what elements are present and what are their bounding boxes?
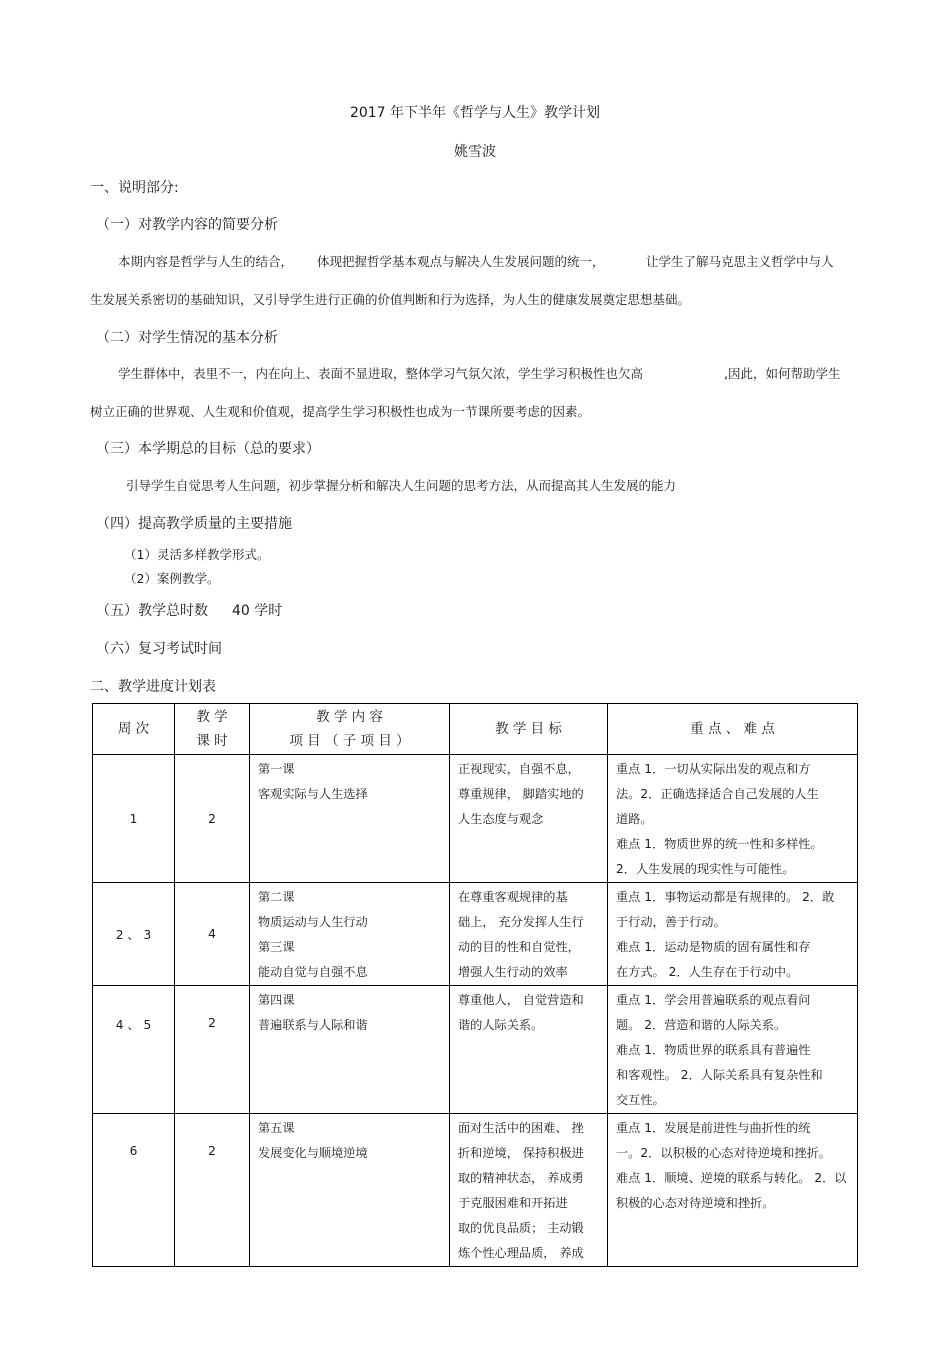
goal-line: 取的优良品质； 主动锻 (458, 1221, 584, 1235)
content-line: 普遍联系与人际和谐 (258, 1018, 368, 1032)
cell-key-points (608, 986, 858, 1114)
subsection-heading: （四）提高教学质量的主要措施 (96, 516, 292, 532)
cell-hours: 2 (175, 755, 250, 883)
paragraph-text: 本期内容是哲学与人生的结合， (118, 254, 294, 269)
content-line: 物质运动与人生行动 (258, 915, 368, 929)
content-line: 发展变化与顺境逆境 (258, 1146, 368, 1160)
cell-key-points (608, 883, 858, 986)
cell-week: 1 (93, 755, 175, 883)
goal-line: 础上， 充分发挥人生行 (458, 915, 584, 929)
section-heading: 一、说明部分: (90, 180, 179, 196)
header-hours (175, 704, 250, 755)
table-row (93, 986, 858, 1114)
cell-goal (450, 986, 608, 1114)
key-line: 重点 1．一切从实际出发的观点和方 (616, 762, 811, 776)
table-row (93, 883, 858, 986)
goal-line: 取的精神状态， 养成勇 (458, 1171, 584, 1185)
key-line: 重点 1．事物运动都是有规律的。 2．敢 (616, 890, 835, 904)
cell-hours: 2 (175, 1114, 250, 1267)
section-heading: 二、教学进度计划表 (90, 679, 216, 695)
header-hours-line: 课 时 (196, 733, 228, 749)
paragraph-text: 让学生了解马克思主义哲学中与人 (646, 254, 834, 269)
goal-line: 谐的人际关系。 (458, 1018, 544, 1032)
cell-content (250, 1114, 450, 1267)
key-line: 和客观性。 2．人际关系具有复杂性和 (616, 1068, 823, 1082)
goal-line: 尊重规律， 脚踏实地的 (458, 787, 584, 801)
cell-content (250, 986, 450, 1114)
cell-hours: 4 (175, 883, 250, 986)
paragraph-text: ,因此，如何帮助学生 (724, 366, 841, 381)
key-line: 一。2．以积极的心态对待逆境和挫折。 (616, 1146, 831, 1160)
goal-line: 正视现实，自强不息， (458, 762, 580, 776)
key-line: 难点 1．运动是物质的固有属性和存 (616, 940, 811, 954)
goal-line: 炼个性心理品质， 养成 (458, 1246, 584, 1260)
goal-line: 尊重他人， 自觉营造和 (458, 993, 584, 1007)
goal-line: 增强人生行动的效率 (458, 965, 568, 979)
paragraph-text: 树立正确的世界观、人生观和价值观，提高学生学习积极性也成为一节课所要考虑的因素。 (90, 404, 591, 419)
goal-line: 折和逆境， 保持积极进 (458, 1146, 584, 1160)
cell-key-points (608, 1114, 858, 1267)
content-line: 能动自觉与自强不息 (258, 965, 368, 979)
content-line: 第五课 (258, 1121, 295, 1135)
paragraph-text: 生发展关系密切的基础知识，又引导学生进行正确的价值判断和行为选择，为人生的健康发展奠定思想基础。 (90, 292, 691, 307)
key-line: 难点 1．物质世界的统一性和多样性。 (616, 837, 823, 851)
cell-week: 2 、 3 (93, 883, 175, 986)
subsection-heading: （三）本学期总的目标（总的要求） (96, 441, 320, 457)
key-line: 交互性。 (616, 1093, 665, 1107)
subsection-heading: （一）对教学内容的简要分析 (96, 217, 278, 233)
table-header-row (93, 704, 858, 755)
key-line: 重点 1．学会用普遍联系的观点看问 (616, 993, 811, 1007)
cell-goal (450, 755, 608, 883)
key-line: 在方式。 2．人生存在于行动中。 (616, 965, 799, 979)
table-row (93, 755, 858, 883)
key-line: 法。2．正确选择适合自己发展的人生 (616, 787, 819, 801)
key-line: 于行动，善于行动。 (616, 915, 726, 929)
content-line: 第二课 (258, 890, 295, 904)
list-item: （2）案例教学。 (124, 571, 220, 586)
content-line: 客观实际与人生选择 (258, 787, 368, 801)
subsection-heading: （二）对学生情况的基本分析 (96, 330, 278, 346)
goal-line: 面对生活中的困难、 挫 (458, 1121, 584, 1135)
goal-line: 动的目的性和自觉性， (458, 940, 580, 954)
key-line: 2．人生发展的现实性与可能性。 (616, 862, 795, 876)
cell-goal (450, 1114, 608, 1267)
header-content-line: 项 目 （ 子 项 目 ） (289, 733, 410, 749)
key-line: 难点 1．顺境、逆境的联系与转化。 2．以 (616, 1171, 847, 1185)
total-hours-value: 40 学时 (232, 603, 283, 619)
header-hours-line: 教 学 (196, 709, 228, 725)
cell-content (250, 755, 450, 883)
key-line: 难点 1．物质世界的联系具有普遍性 (616, 1043, 811, 1057)
table-row (93, 1114, 858, 1267)
schedule-table (92, 703, 858, 1267)
goal-line: 人生态度与观念 (458, 812, 544, 826)
key-line: 题。 2．营造和谐的人际关系。 (616, 1018, 787, 1032)
content-line: 第三课 (258, 940, 295, 954)
header-week: 周 次 (93, 704, 175, 755)
content-line: 第一课 (258, 762, 295, 776)
subsection-heading: （五）教学总时数 (96, 603, 208, 619)
subsection-heading: （六）复习考试时间 (96, 641, 222, 657)
cell-key-points (608, 755, 858, 883)
paragraph-text: 引导学生自觉思考人生问题，初步掌握分析和解决人生问题的思考方法，从而提高其人生发展的能力 (126, 478, 677, 493)
goal-line: 在尊重客观规律的基 (458, 890, 568, 904)
header-key-points: 重 点 、 难 点 (608, 704, 858, 755)
header-content-line: 教 学 内 容 (316, 709, 383, 725)
key-line: 重点 1．发展是前进性与曲折性的统 (616, 1121, 811, 1135)
cell-week: 6 (93, 1114, 175, 1267)
list-item: （1）灵活多样教学形式。 (124, 547, 270, 562)
cell-hours: 2 (175, 986, 250, 1114)
header-content (250, 704, 450, 755)
document-author: 姚雪波 (454, 144, 496, 160)
document-title: 2017 年下半年《哲学与人生》教学计划 (349, 105, 601, 121)
cell-week: 4 、 5 (93, 986, 175, 1114)
paragraph-text: 学生群体中，表里不一，内在向上、表面不显进取，整体学习气氛欠浓，学生学习积极性也欠高 (118, 366, 644, 381)
header-goal: 教 学 目 标 (450, 704, 608, 755)
key-line: 道路。 (616, 812, 653, 826)
paragraph-text: 体现把握哲学基本观点与解决人生发展问题的统一， (317, 254, 605, 269)
cell-content (250, 883, 450, 986)
content-line: 第四课 (258, 993, 295, 1007)
cell-goal (450, 883, 608, 986)
goal-line: 于克服困难和开拓进 (458, 1196, 568, 1210)
key-line: 积极的心态对待逆境和挫折。 (616, 1196, 775, 1210)
